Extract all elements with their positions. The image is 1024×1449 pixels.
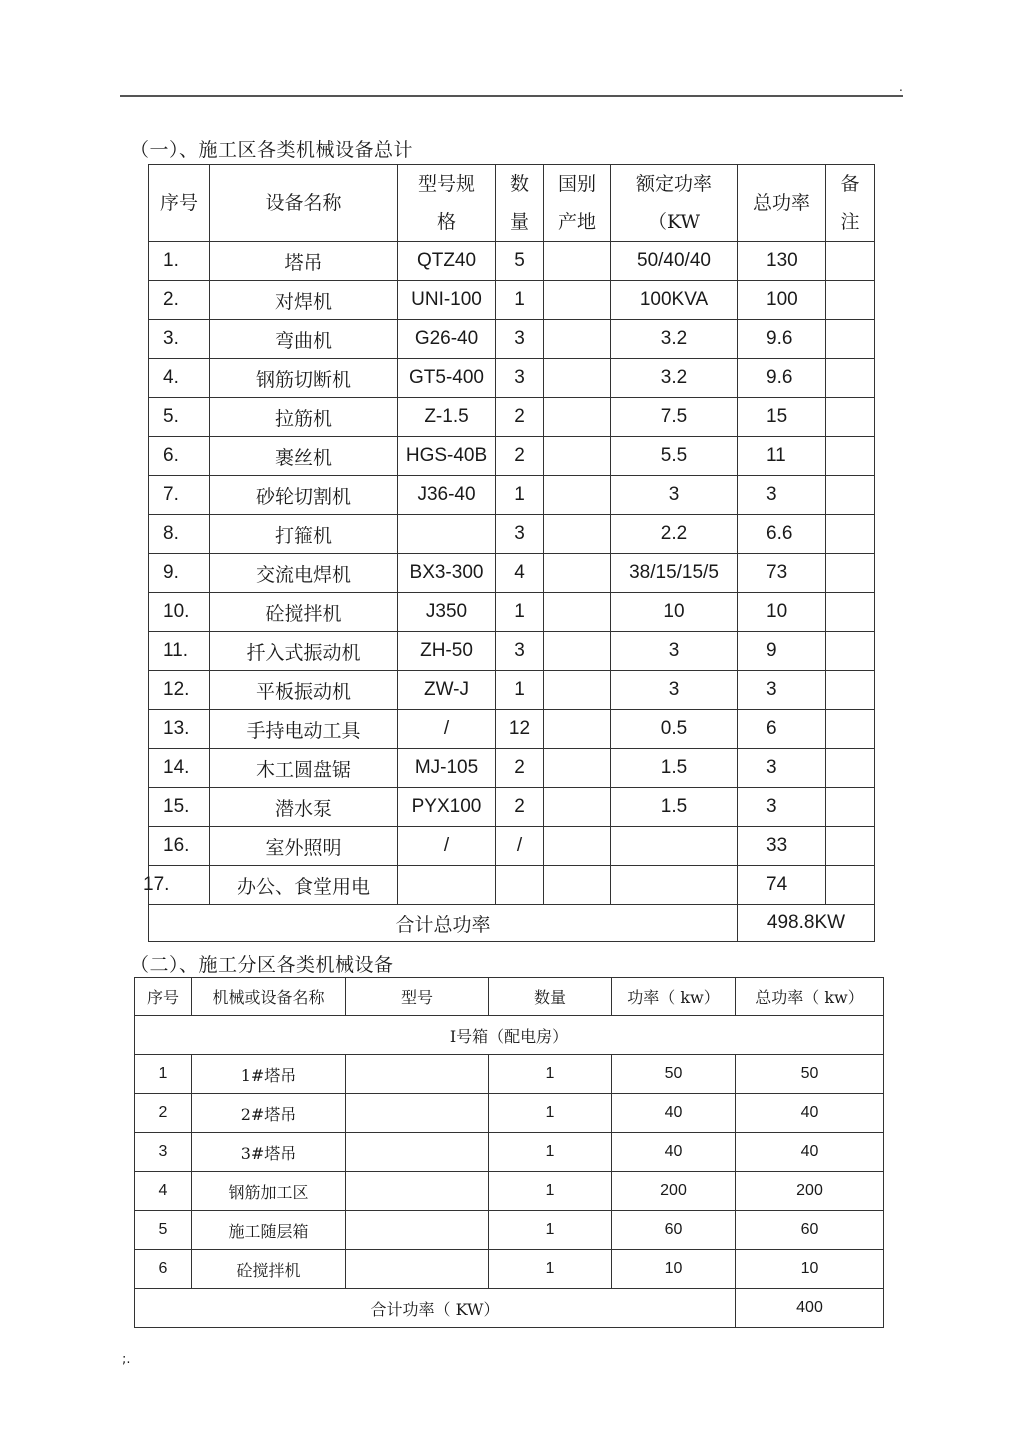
cell-total: 3	[738, 671, 826, 710]
table-row	[149, 788, 875, 827]
cell-remark	[826, 710, 875, 749]
cell-name: 钢筋加工区	[192, 1172, 346, 1211]
cell-name: 打箍机	[210, 515, 398, 554]
section1-heading: （一）、施工区各类机械设备总计	[130, 139, 414, 161]
cell-total: 9	[738, 632, 826, 671]
footer-mark: ;.	[122, 1352, 131, 1367]
cell-name: 潜水泵	[210, 788, 398, 827]
header-no: 序号	[135, 978, 192, 1016]
cell-model: Z-1.5	[398, 398, 496, 437]
cell-total: 100	[738, 281, 826, 320]
cell-total: 6.6	[738, 515, 826, 554]
table-row	[149, 632, 875, 671]
cell-model: J350	[398, 593, 496, 632]
cell-origin	[544, 593, 611, 632]
cell-name: 砼搅拌机	[210, 593, 398, 632]
table-row	[135, 1055, 884, 1094]
cell-total: 3	[738, 476, 826, 515]
cell-remark	[826, 437, 875, 476]
cell-remark	[826, 827, 875, 866]
cell-no: 2	[135, 1094, 192, 1133]
cell-qty: 2	[496, 749, 544, 788]
cell-total: 6	[738, 710, 826, 749]
cell-name: 对焊机	[210, 281, 398, 320]
cell-no: 15.	[149, 788, 210, 827]
cell-no: 2.	[149, 281, 210, 320]
cell-name: 2#塔吊	[192, 1094, 346, 1133]
cell-qty: 1	[496, 476, 544, 515]
table-row	[149, 515, 875, 554]
cell-model: ZW-J	[398, 671, 496, 710]
cell-total: 130	[738, 242, 826, 281]
group-label: Ⅰ号箱（配电房）	[135, 1016, 884, 1055]
cell-total: 3	[738, 788, 826, 827]
cell-qty: 1	[489, 1094, 612, 1133]
cell-qty: 4	[496, 554, 544, 593]
cell-total: 10	[736, 1250, 884, 1289]
cell-rated: 0.5	[611, 710, 738, 749]
cell-model: /	[398, 710, 496, 749]
cell-no: 6	[135, 1250, 192, 1289]
cell-name: 办公、食堂用电	[210, 866, 398, 905]
cell-name: 扦入式振动机	[210, 632, 398, 671]
table-header-row	[135, 978, 884, 1016]
cell-power: 10	[612, 1250, 736, 1289]
cell-no: 8.	[149, 515, 210, 554]
cell-model: J36-40	[398, 476, 496, 515]
cell-total: 9.6	[738, 320, 826, 359]
cell-remark	[826, 320, 875, 359]
table-row	[149, 476, 875, 515]
cell-total: 10	[738, 593, 826, 632]
cell-rated: 100KVA	[611, 281, 738, 320]
cell-qty	[496, 866, 544, 905]
table-row	[135, 1250, 884, 1289]
cell-remark	[826, 866, 875, 905]
cell-remark	[826, 632, 875, 671]
cell-total: 73	[738, 554, 826, 593]
total-label: 合计功率（ KW）	[135, 1289, 736, 1328]
cell-power: 60	[612, 1211, 736, 1250]
cell-rated: 50/40/40	[611, 242, 738, 281]
cell-remark	[826, 788, 875, 827]
cell-qty: 3	[496, 320, 544, 359]
cell-name: 室外照明	[210, 827, 398, 866]
cell-qty: 2	[496, 398, 544, 437]
cell-qty: 3	[496, 359, 544, 398]
cell-origin	[544, 242, 611, 281]
cell-power: 50	[612, 1055, 736, 1094]
cell-remark	[826, 398, 875, 437]
header-power: 功率（ kw）	[612, 978, 736, 1016]
cell-total: 15	[738, 398, 826, 437]
cell-origin	[544, 281, 611, 320]
cell-qty: 12	[496, 710, 544, 749]
cell-rated: 3	[611, 671, 738, 710]
cell-origin	[544, 320, 611, 359]
cell-rated: 1.5	[611, 749, 738, 788]
table-row	[135, 1133, 884, 1172]
cell-model: /	[398, 827, 496, 866]
cell-model	[346, 1094, 489, 1133]
cell-no: 14.	[149, 749, 210, 788]
header-total-power: 总功率（ kw）	[736, 978, 884, 1016]
cell-total: 50	[736, 1055, 884, 1094]
cell-model: MJ-105	[398, 749, 496, 788]
cell-qty: 1	[489, 1055, 612, 1094]
group-row	[135, 1016, 884, 1055]
header-remark: 备 注	[826, 165, 875, 242]
cell-origin	[544, 749, 611, 788]
table-row	[149, 242, 875, 281]
cell-rated	[611, 827, 738, 866]
cell-rated: 7.5	[611, 398, 738, 437]
cell-name: 施工随层箱	[192, 1211, 346, 1250]
cell-model: ZH-50	[398, 632, 496, 671]
cell-origin	[544, 554, 611, 593]
cell-no: 16.	[149, 827, 210, 866]
header-qty: 数量	[489, 978, 612, 1016]
cell-model: QTZ40	[398, 242, 496, 281]
cell-qty: 1	[496, 671, 544, 710]
cell-no: 9.	[149, 554, 210, 593]
cell-qty: 1	[489, 1172, 612, 1211]
cell-origin	[544, 398, 611, 437]
table-header-row	[149, 165, 875, 242]
cell-name: 弯曲机	[210, 320, 398, 359]
cell-model: UNI-100	[398, 281, 496, 320]
cell-total: 40	[736, 1133, 884, 1172]
cell-origin	[544, 710, 611, 749]
header-total-power: 总功率	[738, 165, 826, 242]
cell-name: 砼搅拌机	[192, 1250, 346, 1289]
table-row	[149, 827, 875, 866]
cell-remark	[826, 593, 875, 632]
cell-rated: 3	[611, 476, 738, 515]
cell-rated: 3	[611, 632, 738, 671]
header-rated-power: 额定功率 （KW	[611, 165, 738, 242]
cell-power: 40	[612, 1094, 736, 1133]
cell-model	[346, 1250, 489, 1289]
table-total-row	[135, 1289, 884, 1328]
cell-rated: 5.5	[611, 437, 738, 476]
table-row	[135, 1211, 884, 1250]
cell-total: 11	[738, 437, 826, 476]
cell-total: 9.6	[738, 359, 826, 398]
cell-rated: 3.2	[611, 320, 738, 359]
header-name: 设备名称	[210, 165, 398, 242]
cell-model: PYX100	[398, 788, 496, 827]
cell-no: 1.	[149, 242, 210, 281]
cell-remark	[826, 749, 875, 788]
header-origin: 国别 产地	[544, 165, 611, 242]
header-name: 机械或设备名称	[192, 978, 346, 1016]
cell-origin	[544, 359, 611, 398]
cell-total: 74	[738, 866, 826, 905]
cell-no: 12.	[149, 671, 210, 710]
cell-remark	[826, 671, 875, 710]
cell-model: G26-40	[398, 320, 496, 359]
header-no: 序号	[149, 165, 210, 242]
table-row	[149, 710, 875, 749]
cell-qty: 2	[496, 788, 544, 827]
cell-qty: 2	[496, 437, 544, 476]
cell-rated	[611, 866, 738, 905]
cell-qty: 1	[489, 1250, 612, 1289]
cell-remark	[826, 281, 875, 320]
table-row	[149, 749, 875, 788]
cell-origin	[544, 515, 611, 554]
table-row	[135, 1172, 884, 1211]
cell-name: 砂轮切割机	[210, 476, 398, 515]
cell-total: 60	[736, 1211, 884, 1250]
cell-no: 4.	[149, 359, 210, 398]
header-qty: 数 量	[496, 165, 544, 242]
cell-origin	[544, 788, 611, 827]
cell-name: 1#塔吊	[192, 1055, 346, 1094]
cell-qty: 1	[489, 1133, 612, 1172]
cell-no: 6.	[149, 437, 210, 476]
table-row	[149, 554, 875, 593]
table-row	[149, 320, 875, 359]
cell-qty: 5	[496, 242, 544, 281]
table-row	[135, 1094, 884, 1133]
cell-qty: 3	[496, 632, 544, 671]
cell-no: 17.	[149, 866, 210, 905]
cell-model	[346, 1172, 489, 1211]
table-row	[149, 671, 875, 710]
cell-no: 5.	[149, 398, 210, 437]
cell-no: 11.	[149, 632, 210, 671]
cell-origin	[544, 671, 611, 710]
cell-name: 木工圆盘锯	[210, 749, 398, 788]
cell-origin	[544, 632, 611, 671]
cell-qty: 3	[496, 515, 544, 554]
cell-no: 4	[135, 1172, 192, 1211]
cell-name: 3#塔吊	[192, 1133, 346, 1172]
header-model: 型号规 格	[398, 165, 496, 242]
cell-remark	[826, 359, 875, 398]
cell-remark	[826, 554, 875, 593]
cell-qty: /	[496, 827, 544, 866]
table-row	[149, 281, 875, 320]
total-value: 400	[736, 1289, 884, 1328]
cell-origin	[544, 827, 611, 866]
section2-heading: （二）、施工分区各类机械设备	[130, 954, 394, 976]
cell-rated: 1.5	[611, 788, 738, 827]
cell-name: 塔吊	[210, 242, 398, 281]
cell-no: 3	[135, 1133, 192, 1172]
cell-origin	[544, 437, 611, 476]
equipment-summary-table	[143, 164, 875, 942]
cell-rated: 10	[611, 593, 738, 632]
table-row	[149, 398, 875, 437]
cell-origin	[544, 866, 611, 905]
cell-name: 手持电动工具	[210, 710, 398, 749]
table-row	[149, 593, 875, 632]
cell-name: 拉筋机	[210, 398, 398, 437]
cell-total: 40	[736, 1094, 884, 1133]
cell-power: 200	[612, 1172, 736, 1211]
table-total-row	[149, 905, 875, 942]
cell-qty: 1	[496, 593, 544, 632]
cell-name: 平板振动机	[210, 671, 398, 710]
header-model: 型号	[346, 978, 489, 1016]
cell-rated: 2.2	[611, 515, 738, 554]
table-row	[149, 359, 875, 398]
cell-no: 1	[135, 1055, 192, 1094]
cell-remark	[826, 476, 875, 515]
cell-model	[346, 1055, 489, 1094]
cell-name: 交流电焊机	[210, 554, 398, 593]
cell-no: 5	[135, 1211, 192, 1250]
zone-equipment-table	[134, 977, 884, 1328]
cell-rated: 3.2	[611, 359, 738, 398]
cell-model: BX3-300	[398, 554, 496, 593]
cell-name: 钢筋切断机	[210, 359, 398, 398]
cell-no: 13.	[149, 710, 210, 749]
cell-remark	[826, 515, 875, 554]
cell-power: 40	[612, 1133, 736, 1172]
header-rule	[120, 95, 903, 97]
cell-model	[398, 515, 496, 554]
cell-qty: 1	[489, 1211, 612, 1250]
cell-model: HGS-40B	[398, 437, 496, 476]
cell-model	[346, 1133, 489, 1172]
cell-total: 200	[736, 1172, 884, 1211]
cell-model: GT5-400	[398, 359, 496, 398]
cell-rated: 38/15/15/5	[611, 554, 738, 593]
cell-total: 3	[738, 749, 826, 788]
cell-no: 7.	[149, 476, 210, 515]
cell-model	[398, 866, 496, 905]
cell-remark	[826, 242, 875, 281]
total-value: 498.8KW	[738, 905, 875, 942]
cell-total: 33	[738, 827, 826, 866]
cell-origin	[544, 476, 611, 515]
cell-no: 10.	[149, 593, 210, 632]
total-label: 合计总功率	[149, 905, 738, 942]
page-mark: .	[899, 80, 903, 94]
cell-no: 3.	[149, 320, 210, 359]
table-row	[149, 866, 875, 905]
cell-model	[346, 1211, 489, 1250]
table-row	[149, 437, 875, 476]
cell-qty: 1	[496, 281, 544, 320]
cell-name: 裹丝机	[210, 437, 398, 476]
